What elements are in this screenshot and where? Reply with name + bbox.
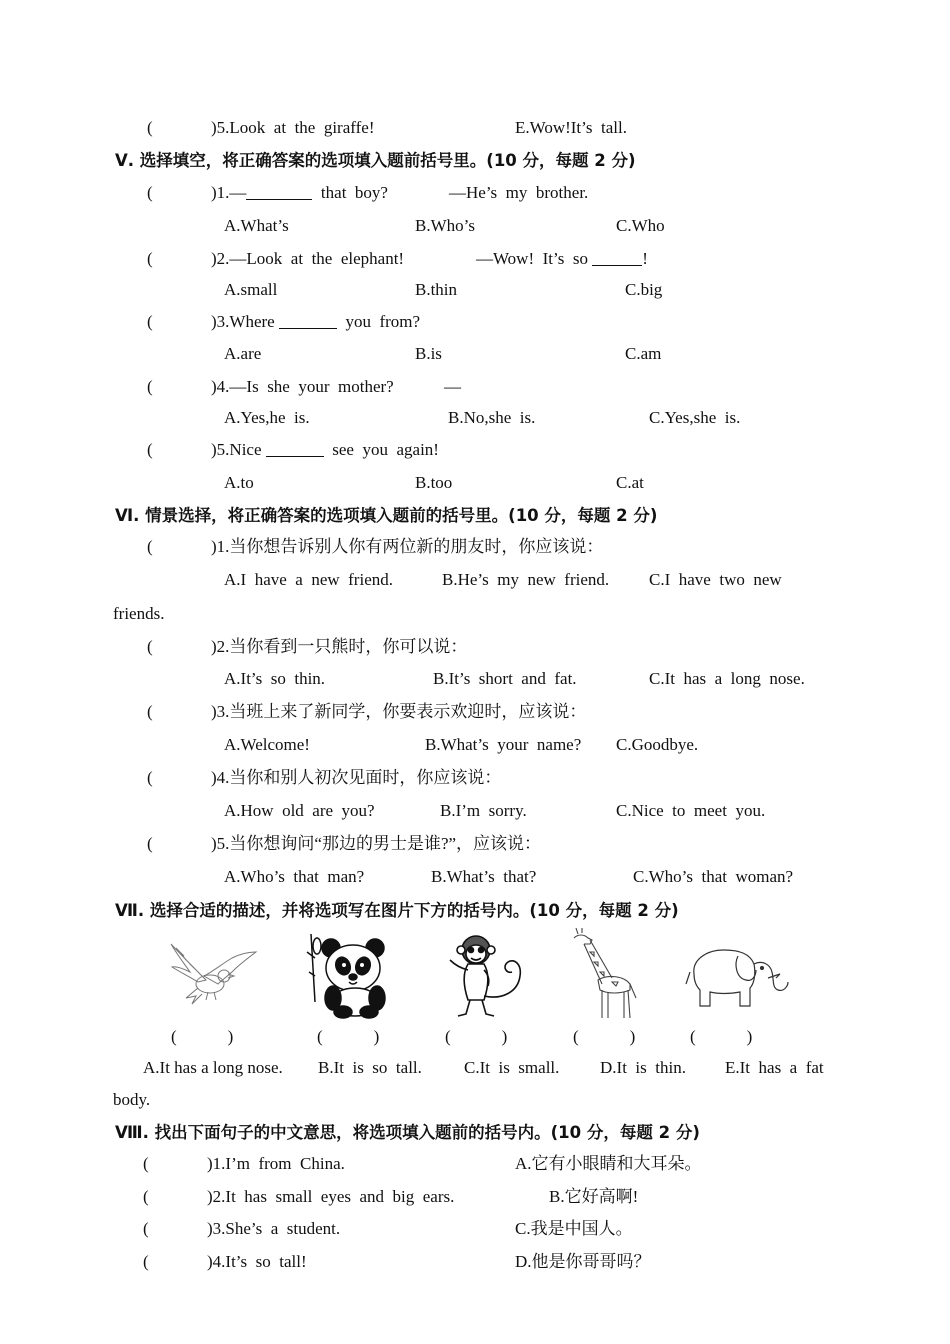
description-option-a: A.It has a long nose. — [143, 1058, 283, 1077]
bird-picture — [166, 940, 258, 1006]
answer-option: E.Wow!It’s tall. — [515, 118, 627, 137]
option-b: B.is — [415, 344, 442, 363]
option-c: C.am — [625, 344, 662, 363]
chinese-meaning: A.它有小眼睛和大耳朵。 — [515, 1154, 702, 1173]
picture-answer-paren[interactable]: ( ) — [171, 1027, 234, 1046]
reply-text: — — [444, 377, 461, 396]
option-b: B.What’s that? — [431, 867, 537, 886]
option-b: B.No,she is. — [448, 408, 536, 427]
sentence-text: )2.It has small eyes and big ears. — [207, 1187, 455, 1206]
option-b: B.It’s short and fat. — [433, 669, 577, 688]
fill-blank[interactable] — [246, 183, 312, 200]
paren[interactable]: ( — [147, 377, 153, 396]
question-text: )5.Look at the giraffe! — [211, 118, 375, 137]
option-c: C.Who — [616, 216, 665, 235]
option-c: C.big — [625, 280, 663, 299]
sentence-text: )1.I’m from China. — [207, 1154, 345, 1173]
option-a: A.small — [224, 280, 278, 299]
description-option-b: B.It is so tall. — [318, 1058, 422, 1077]
elephant-picture — [684, 944, 792, 1014]
section-7-heading: Ⅶ. 选择合适的描述，并将选项写在图片下方的括号内。(10 分，每题 2 分) — [115, 901, 679, 920]
option-a: A.How old are you? — [224, 801, 375, 820]
description-option-c: C.It is small. — [464, 1058, 560, 1077]
option-a: A.It’s so thin. — [224, 669, 326, 688]
picture-answer-paren[interactable]: ( ) — [445, 1027, 508, 1046]
option-c: C.Yes,she is. — [649, 408, 741, 427]
option-b: B.Who’s — [415, 216, 475, 235]
option-a: A.to — [224, 473, 254, 492]
question-text: )2.—Look at the elephant! — [211, 249, 405, 268]
fill-blank[interactable] — [592, 249, 642, 266]
question-prefix: )1.— — [211, 183, 247, 202]
reply-suffix: ! — [642, 249, 648, 268]
option-a: A.What’s — [224, 216, 289, 235]
question-text: )4.—Is she your mother? — [211, 377, 394, 396]
paren[interactable]: ( — [147, 118, 153, 137]
paren[interactable]: ( — [147, 637, 153, 656]
question-text — [211, 183, 388, 203]
option-c: C.I have two new — [649, 570, 782, 589]
option-a: A.are — [224, 344, 262, 363]
question-prefix: )3.Where — [211, 312, 279, 331]
giraffe-picture — [568, 928, 638, 1020]
paren[interactable]: ( — [147, 249, 153, 268]
reply-text: —He’s my brother. — [449, 183, 589, 202]
reply-text — [476, 249, 648, 269]
picture-answer-paren[interactable]: ( ) — [573, 1027, 636, 1046]
description-option-e-continued: body. — [113, 1090, 151, 1109]
section-8-heading: Ⅷ. 找出下面句子的中文意思，将选项填入题前的括号内。(10 分，每题 2 分) — [115, 1123, 700, 1142]
panda-picture — [303, 932, 393, 1018]
question-suffix: you from? — [336, 312, 421, 331]
option-a: A.Welcome! — [224, 735, 310, 754]
option-b: B.He’s my new friend. — [442, 570, 610, 589]
option-c: C.at — [616, 473, 644, 492]
option-c-continued: friends. — [113, 604, 165, 623]
paren[interactable]: ( — [147, 312, 153, 331]
paren[interactable]: ( — [147, 183, 153, 202]
paren[interactable]: ( — [147, 702, 153, 721]
picture-answer-paren[interactable]: ( ) — [317, 1027, 380, 1046]
paren[interactable]: ( — [143, 1154, 149, 1173]
section-5-heading: Ⅴ. 选择填空，将正确答案的选项填入题前括号里。(10 分，每题 2 分) — [115, 151, 636, 170]
question-text — [211, 440, 439, 460]
chinese-meaning: B.它好高啊! — [549, 1187, 639, 1206]
question-text: )3.当班上来了新同学，你要表示欢迎时，应该说： — [211, 702, 587, 721]
paren[interactable]: ( — [147, 440, 153, 459]
fill-blank[interactable] — [279, 312, 337, 329]
question-suffix: see you again! — [323, 440, 439, 459]
question-text: )4.当你和别人初次见面时，你应该说： — [211, 768, 502, 787]
option-c: C.It has a long nose. — [649, 669, 805, 688]
question-text: )5.当你想询问“那边的男士是谁?”，应该说： — [211, 834, 542, 853]
question-text: )1.当你想告诉别人你有两位新的朋友时，你应该说： — [211, 537, 604, 556]
option-b: B.thin — [415, 280, 458, 299]
picture-answer-paren[interactable]: ( ) — [690, 1027, 753, 1046]
chinese-meaning: D.他是你哥哥吗？ — [515, 1252, 651, 1271]
section-6-heading: Ⅵ. 情景选择，将正确答案的选项填入题前的括号里。(10 分，每题 2 分) — [115, 506, 658, 525]
option-c: C.Who’s that woman? — [633, 867, 794, 886]
option-a: A.Yes,he is. — [224, 408, 310, 427]
option-b: B.too — [415, 473, 453, 492]
question-text: )2.当你看到一只熊时，你可以说： — [211, 637, 468, 656]
monkey-picture — [444, 930, 530, 1020]
description-option-d: D.It is thin. — [600, 1058, 686, 1077]
paren[interactable]: ( — [143, 1252, 149, 1271]
option-b: B.I’m sorry. — [440, 801, 527, 820]
option-a: A.Who’s that man? — [224, 867, 365, 886]
paren[interactable]: ( — [147, 537, 153, 556]
option-c: C.Nice to meet you. — [616, 801, 766, 820]
description-option-e: E.It has a fat — [725, 1058, 824, 1077]
paren[interactable]: ( — [147, 834, 153, 853]
question-prefix: )5.Nice — [211, 440, 266, 459]
reply-prefix: —Wow! It’s so — [476, 249, 593, 268]
question-text — [211, 312, 420, 332]
option-c: C.Goodbye. — [616, 735, 699, 754]
option-a: A.I have a new friend. — [224, 570, 393, 589]
paren[interactable]: ( — [147, 768, 153, 787]
paren[interactable]: ( — [143, 1219, 149, 1238]
sentence-text: )4.It’s so tall! — [207, 1252, 307, 1271]
chinese-meaning: C.我是中国人。 — [515, 1219, 633, 1238]
paren[interactable]: ( — [143, 1187, 149, 1206]
option-b: B.What’s your name? — [425, 735, 582, 754]
fill-blank[interactable] — [266, 440, 324, 457]
question-suffix: that boy? — [312, 183, 388, 202]
sentence-text: )3.She’s a student. — [207, 1219, 341, 1238]
